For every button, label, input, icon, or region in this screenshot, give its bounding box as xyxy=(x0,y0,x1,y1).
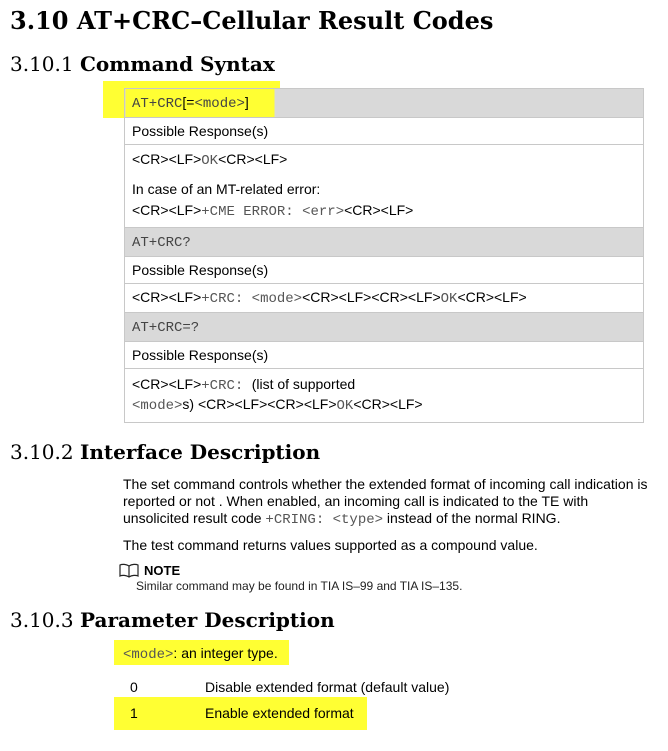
section-number: 3.10.1 xyxy=(10,52,74,76)
mode-param: <mode> xyxy=(132,398,183,414)
crc-read-code: +CRC: <mode> xyxy=(201,291,303,307)
parameter-value: 1 xyxy=(130,705,138,721)
interface-paragraph-1 xyxy=(123,476,648,529)
set-ok-line xyxy=(132,150,636,170)
parameter-value-description: Enable extended format xyxy=(205,705,354,721)
test-command: AT+CRC=? xyxy=(132,320,200,336)
crlf-text: <CR><LF><CR><LF> xyxy=(197,396,337,412)
test-command-cell xyxy=(125,313,644,342)
section-heading-syntax xyxy=(10,52,275,76)
ok-code: OK xyxy=(440,291,458,307)
ok-code: OK xyxy=(201,153,219,169)
set-command-bracket-open: [= xyxy=(182,94,195,110)
set-command-bracket-close: ] xyxy=(244,94,249,110)
parameter-value-description: Disable extended format (default value) xyxy=(205,679,450,695)
table-row xyxy=(125,313,644,342)
read-response-cell xyxy=(125,284,644,313)
set-command-param: <mode> xyxy=(194,96,245,112)
table-row xyxy=(125,284,644,313)
crlf-text: <CR><LF><CR><LF> xyxy=(302,289,441,305)
title-number: 3.10 xyxy=(10,6,69,35)
title-text: AT+CRC–Cellular Result Codes xyxy=(76,6,494,35)
cme-error-code: +CME ERROR: <err> xyxy=(201,204,345,220)
set-error-line xyxy=(132,201,636,221)
set-command-prefix: AT+CRC xyxy=(132,96,183,112)
table-row xyxy=(125,342,644,369)
section-title: Parameter Description xyxy=(79,608,335,632)
parameter-value: 0 xyxy=(130,679,138,695)
parameter-value-row xyxy=(130,679,138,695)
read-command-cell xyxy=(125,228,644,257)
read-command: AT+CRC? xyxy=(132,235,191,251)
note-header xyxy=(119,563,462,578)
open-book-icon xyxy=(119,563,139,578)
section-number: 3.10.2 xyxy=(10,440,74,464)
error-intro: In case of an MT-related error: xyxy=(132,181,321,197)
crlf-text: <CR><LF> xyxy=(344,202,414,218)
list-supported-text: (list of supported xyxy=(251,376,356,392)
test-response-line2 xyxy=(132,395,636,415)
command-syntax-table xyxy=(124,88,644,423)
mode-definition xyxy=(123,645,278,663)
crc-test-code: +CRC: xyxy=(201,378,252,394)
ok-code: OK xyxy=(336,398,354,414)
section-number: 3.10.3 xyxy=(10,608,74,632)
test-response-cell xyxy=(125,369,644,423)
crlf-text: <CR><LF> xyxy=(132,376,202,392)
crlf-text: <CR><LF> xyxy=(132,202,202,218)
possible-response-label: Possible Response(s) xyxy=(125,118,644,145)
set-response-cell xyxy=(125,145,644,228)
possible-response-label: Possible Response(s) xyxy=(125,342,644,369)
mode-description: : an integer type. xyxy=(173,645,278,661)
crlf-text: <CR><LF> xyxy=(353,396,423,412)
section-title: Command Syntax xyxy=(79,52,275,76)
interface-text: The set command controls whether the extended format of incoming call indication is reported or not . When enabled, an incoming call is indicated to the TE with unsolicited result code xyxy=(123,476,648,526)
table-row xyxy=(125,145,644,228)
set-command-cell xyxy=(125,89,644,118)
section-heading-parameter xyxy=(10,608,335,632)
section-title: Interface Description xyxy=(79,440,321,464)
possible-response-label: Possible Response(s) xyxy=(125,257,644,284)
crlf-text: <CR><LF> xyxy=(132,151,202,167)
cring-code: +CRING: <type> xyxy=(265,512,384,528)
test-response-line1 xyxy=(132,375,636,395)
plural-close-text: s) xyxy=(182,396,195,412)
table-row xyxy=(125,89,644,118)
crlf-text: <CR><LF> xyxy=(457,289,527,305)
parameter-value-row xyxy=(130,705,138,721)
table-row xyxy=(125,118,644,145)
crlf-text: <CR><LF> xyxy=(218,151,288,167)
interface-text: instead of the normal RING. xyxy=(383,510,561,526)
note-text: Similar command may be found in TIA IS–99 and TIA IS–135. xyxy=(136,579,463,593)
crlf-text: <CR><LF> xyxy=(132,289,202,305)
mode-param: <mode> xyxy=(123,647,174,663)
interface-paragraph-2: The test command returns values supported as a compound value. xyxy=(123,537,538,553)
section-heading-interface xyxy=(10,440,320,464)
table-row xyxy=(125,228,644,257)
table-row xyxy=(125,257,644,284)
note-label: NOTE xyxy=(144,563,181,578)
page-title xyxy=(10,6,493,35)
table-row xyxy=(125,369,644,423)
note-block xyxy=(119,563,462,593)
